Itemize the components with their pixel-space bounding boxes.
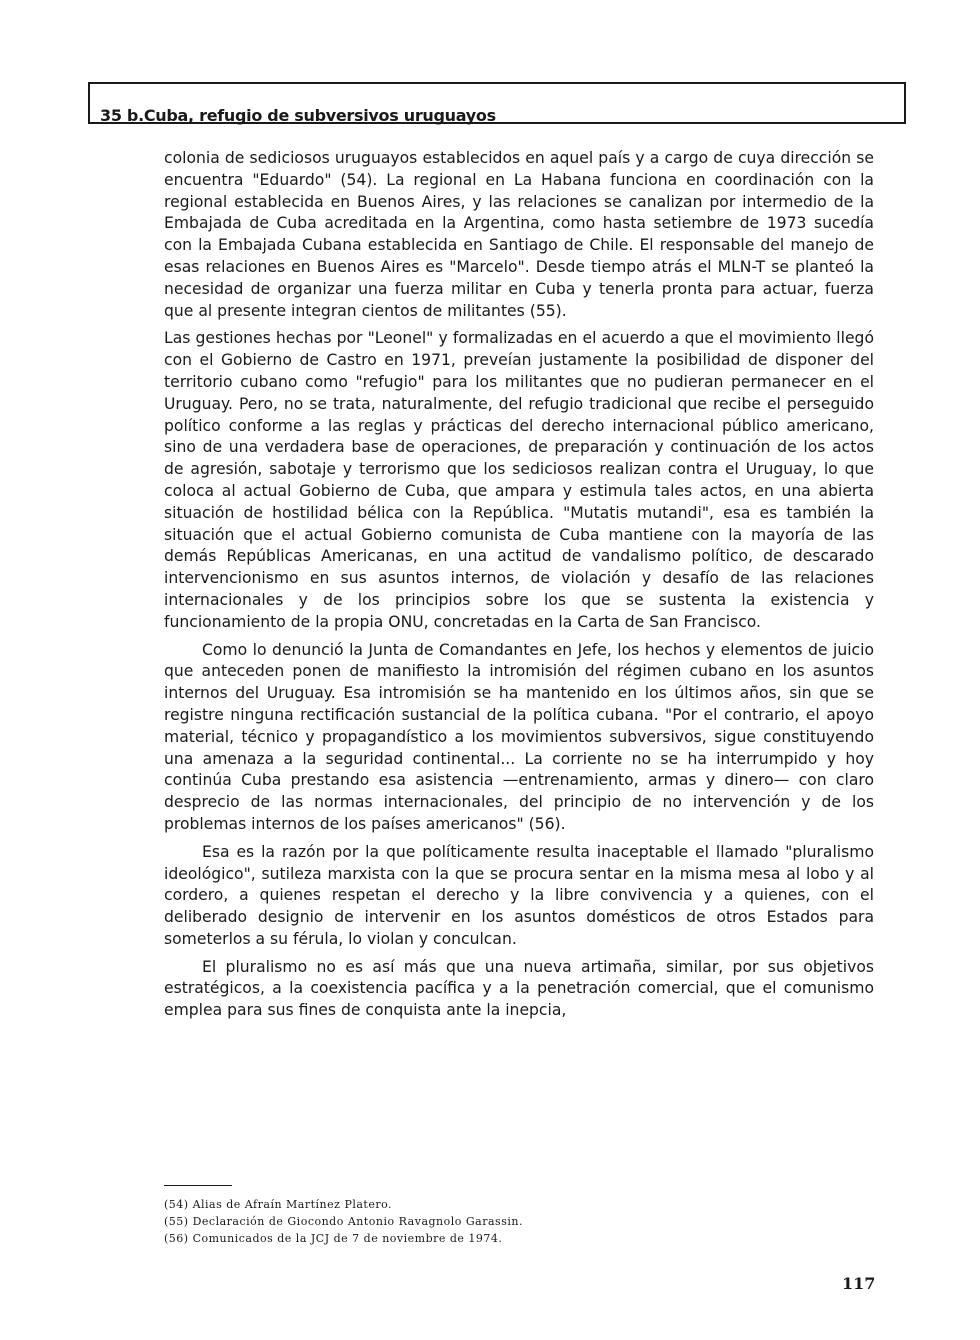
body-text — [164, 148, 874, 1028]
paragraph: Las gestiones hechas por "Leonel" y formalizadas en el acuerdo a que el movimiento llegó con el Gobierno de Castro en 1971, preveían justamente la posibilidad de disponer del territorio cubano como "refugio" para los militantes que no pudieran permanecer en el Uruguay. Pero, no se trata, naturalmente, del refugio tradicional que recibe el perseguido político conforme a las reglas y prácticas del derecho internacional público americano, sino de una verdadera base de operaciones, de preparación y continuación de los actos de agresión, sabotaje y terrorismo que los sediciosos realizan contra el Uruguay, lo que coloca al actual Gobierno de Cuba, que ampara y estimula tales actos, en una abierta situación de hostilidad bélica con la República. "Mutatis mutandi", esa es también la situación que el actual Gobierno comunista de Cuba mantiene con la mayoría de las demás Repúblicas Americanas, en una actitud de vandalismo político, de descarado intervencionismo en sus asuntos internos, de violación y desafío de las relaciones internacionales y de los principios sobre los que se sustenta la existencia y funcionamiento de la propia ONU, concretadas en la Carta de San Francisco. — [164, 329, 874, 631]
footnote: (56) Comunicados de la JCJ de 7 de noviembre de 1974. — [164, 1232, 503, 1245]
paragraph: colonia de sediciosos uruguayos establecidos en aquel país y a cargo de cuya dirección se encuentra "Eduardo" (54). La regional en La Habana funciona en coordinación con la regional establecida en Buenos Aires, y las relaciones se canalizan por intermedio de la Embajada de Cuba acreditada en la Argentina, como hasta setiembre de 1973 sucedía con la Embajada Cubana establecida en Santiago de Chile. El responsable del manejo de esas relaciones en Buenos Aires es "Marcelo". Desde tiempo atrás el MLN-T se planteó la necesidad de organizar una fuerza militar en Cuba y tenerla pronta para actuar, fuerza que al presente integran cientos de militantes (55). — [164, 149, 874, 320]
paragraph: Como lo denunció la Junta de Comandantes en Jefe, los hechos y elementos de juicio que anteceden ponen de manifiesto la intromisión del régimen cubano en los asuntos internos del Uruguay. Esa intromisión se ha mantenido en los últimos años, sin que se registre ninguna rectificación sustancial de la política cubana. "Por el contrario, el apoyo material, técnico y propagandístico a los movimientos subversivos, sigue constituyendo una amenaza a la seguridad continental... La corriente no se ha interrumpido y hoy continúa Cuba prestando esa asistencia —entrenamiento, armas y dinero— con claro desprecio de las normas internacionales, del principio de no intervención y de los problemas internos de los países americanos" (56). — [164, 640, 874, 833]
footnotes — [164, 1196, 874, 1247]
paragraph: Esa es la razón por la que políticamente resulta inaceptable el llamado "pluralismo ideológico", sutileza marxista con la que se procura sentar en la misma mesa al lobo y al cordero, a quienes respetan el derecho y la libre convivencia y a quienes, con el deliberado designio de intervenir en los asuntos domésticos de otros Estados para someterlos a su férula, lo violan y conculcan. — [164, 842, 874, 948]
footnote-divider — [164, 1185, 232, 1186]
footnote: (54) Alias de Afraín Martínez Platero. — [164, 1198, 393, 1211]
section-title: 35 b.Cuba, refugio de subversivos uruguayos — [100, 106, 496, 125]
footnote: (55) Declaración de Giocondo Antonio Ravagnolo Garassin. — [164, 1215, 523, 1228]
paragraph: El pluralismo no es así más que una nueva artimaña, similar, por sus objetivos estratégicos, a la coexistencia pacífica y a la penetración comercial, que el comunismo emplea para sus fines de conquista ante la inepcia, — [164, 957, 874, 1020]
page-number: 117 — [842, 1274, 876, 1293]
